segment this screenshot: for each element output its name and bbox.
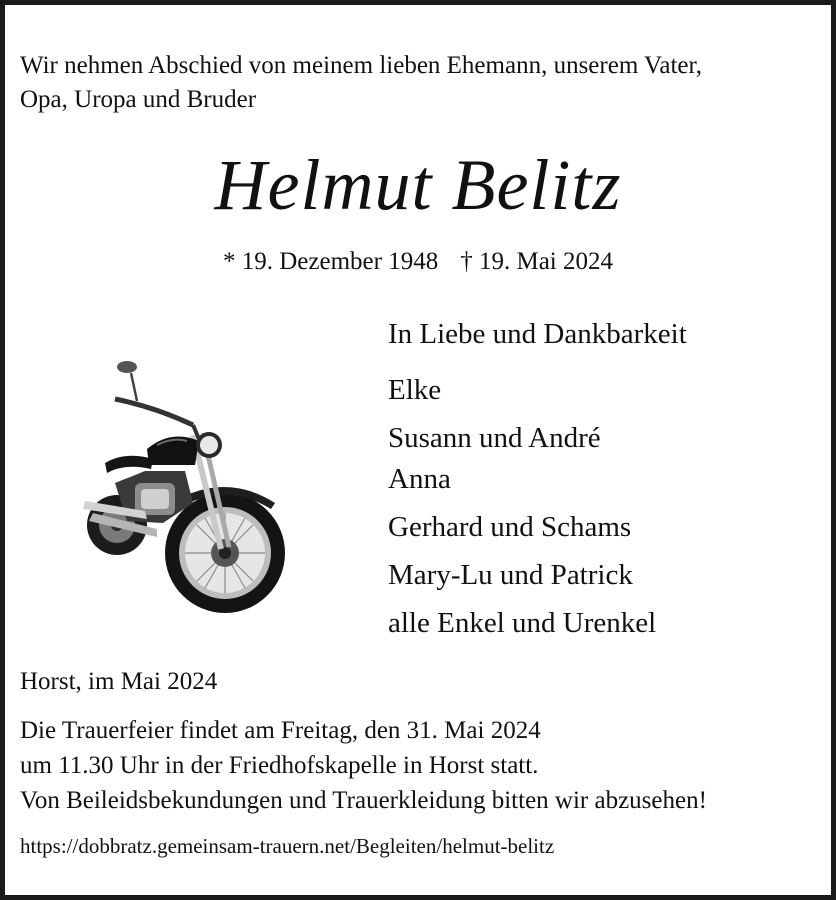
signature-name: Gerhard und Schams	[388, 511, 632, 543]
birth-date: * 19. Dezember 1948	[223, 248, 439, 275]
service-line: Von Beileidsbekundungen und Trauerkleidung bitten wir abzusehen!	[20, 787, 707, 814]
memorial-url[interactable]: https://dobbratz.gemeinsam-trauern.net/Begleiten/helmut-belitz	[20, 834, 555, 858]
service-line: um 11.30 Uhr in der Friedhofskapelle in Horst statt.	[20, 752, 539, 779]
motorcycle-image	[75, 353, 290, 623]
death-date: † 19. Mai 2024	[460, 248, 613, 275]
service-info	[20, 713, 707, 818]
deceased-name: Helmut Belitz	[214, 145, 622, 225]
signature-name: alle Enkel und Urenkel	[388, 607, 657, 639]
life-dates	[5, 245, 831, 279]
signature-name: Mary-Lu und Patrick	[388, 559, 633, 591]
place-date: Horst, im Mai 2024	[20, 668, 218, 695]
intro-line-1: Wir nehmen Abschied von meinem lieben Ehemann, unserem Vater,	[20, 52, 703, 79]
signature-name: Elke	[388, 374, 442, 406]
intro-text	[20, 49, 820, 117]
signature-name: Susann und André	[388, 422, 601, 454]
signature-name: Anna	[388, 463, 451, 495]
intro-line-2: Opa, Uropa und Bruder	[20, 86, 257, 113]
signature-heading: In Liebe und Dankbarkeit	[388, 318, 687, 350]
service-line: Die Trauerfeier findet am Freitag, den 31. Mai 2024	[20, 717, 541, 744]
